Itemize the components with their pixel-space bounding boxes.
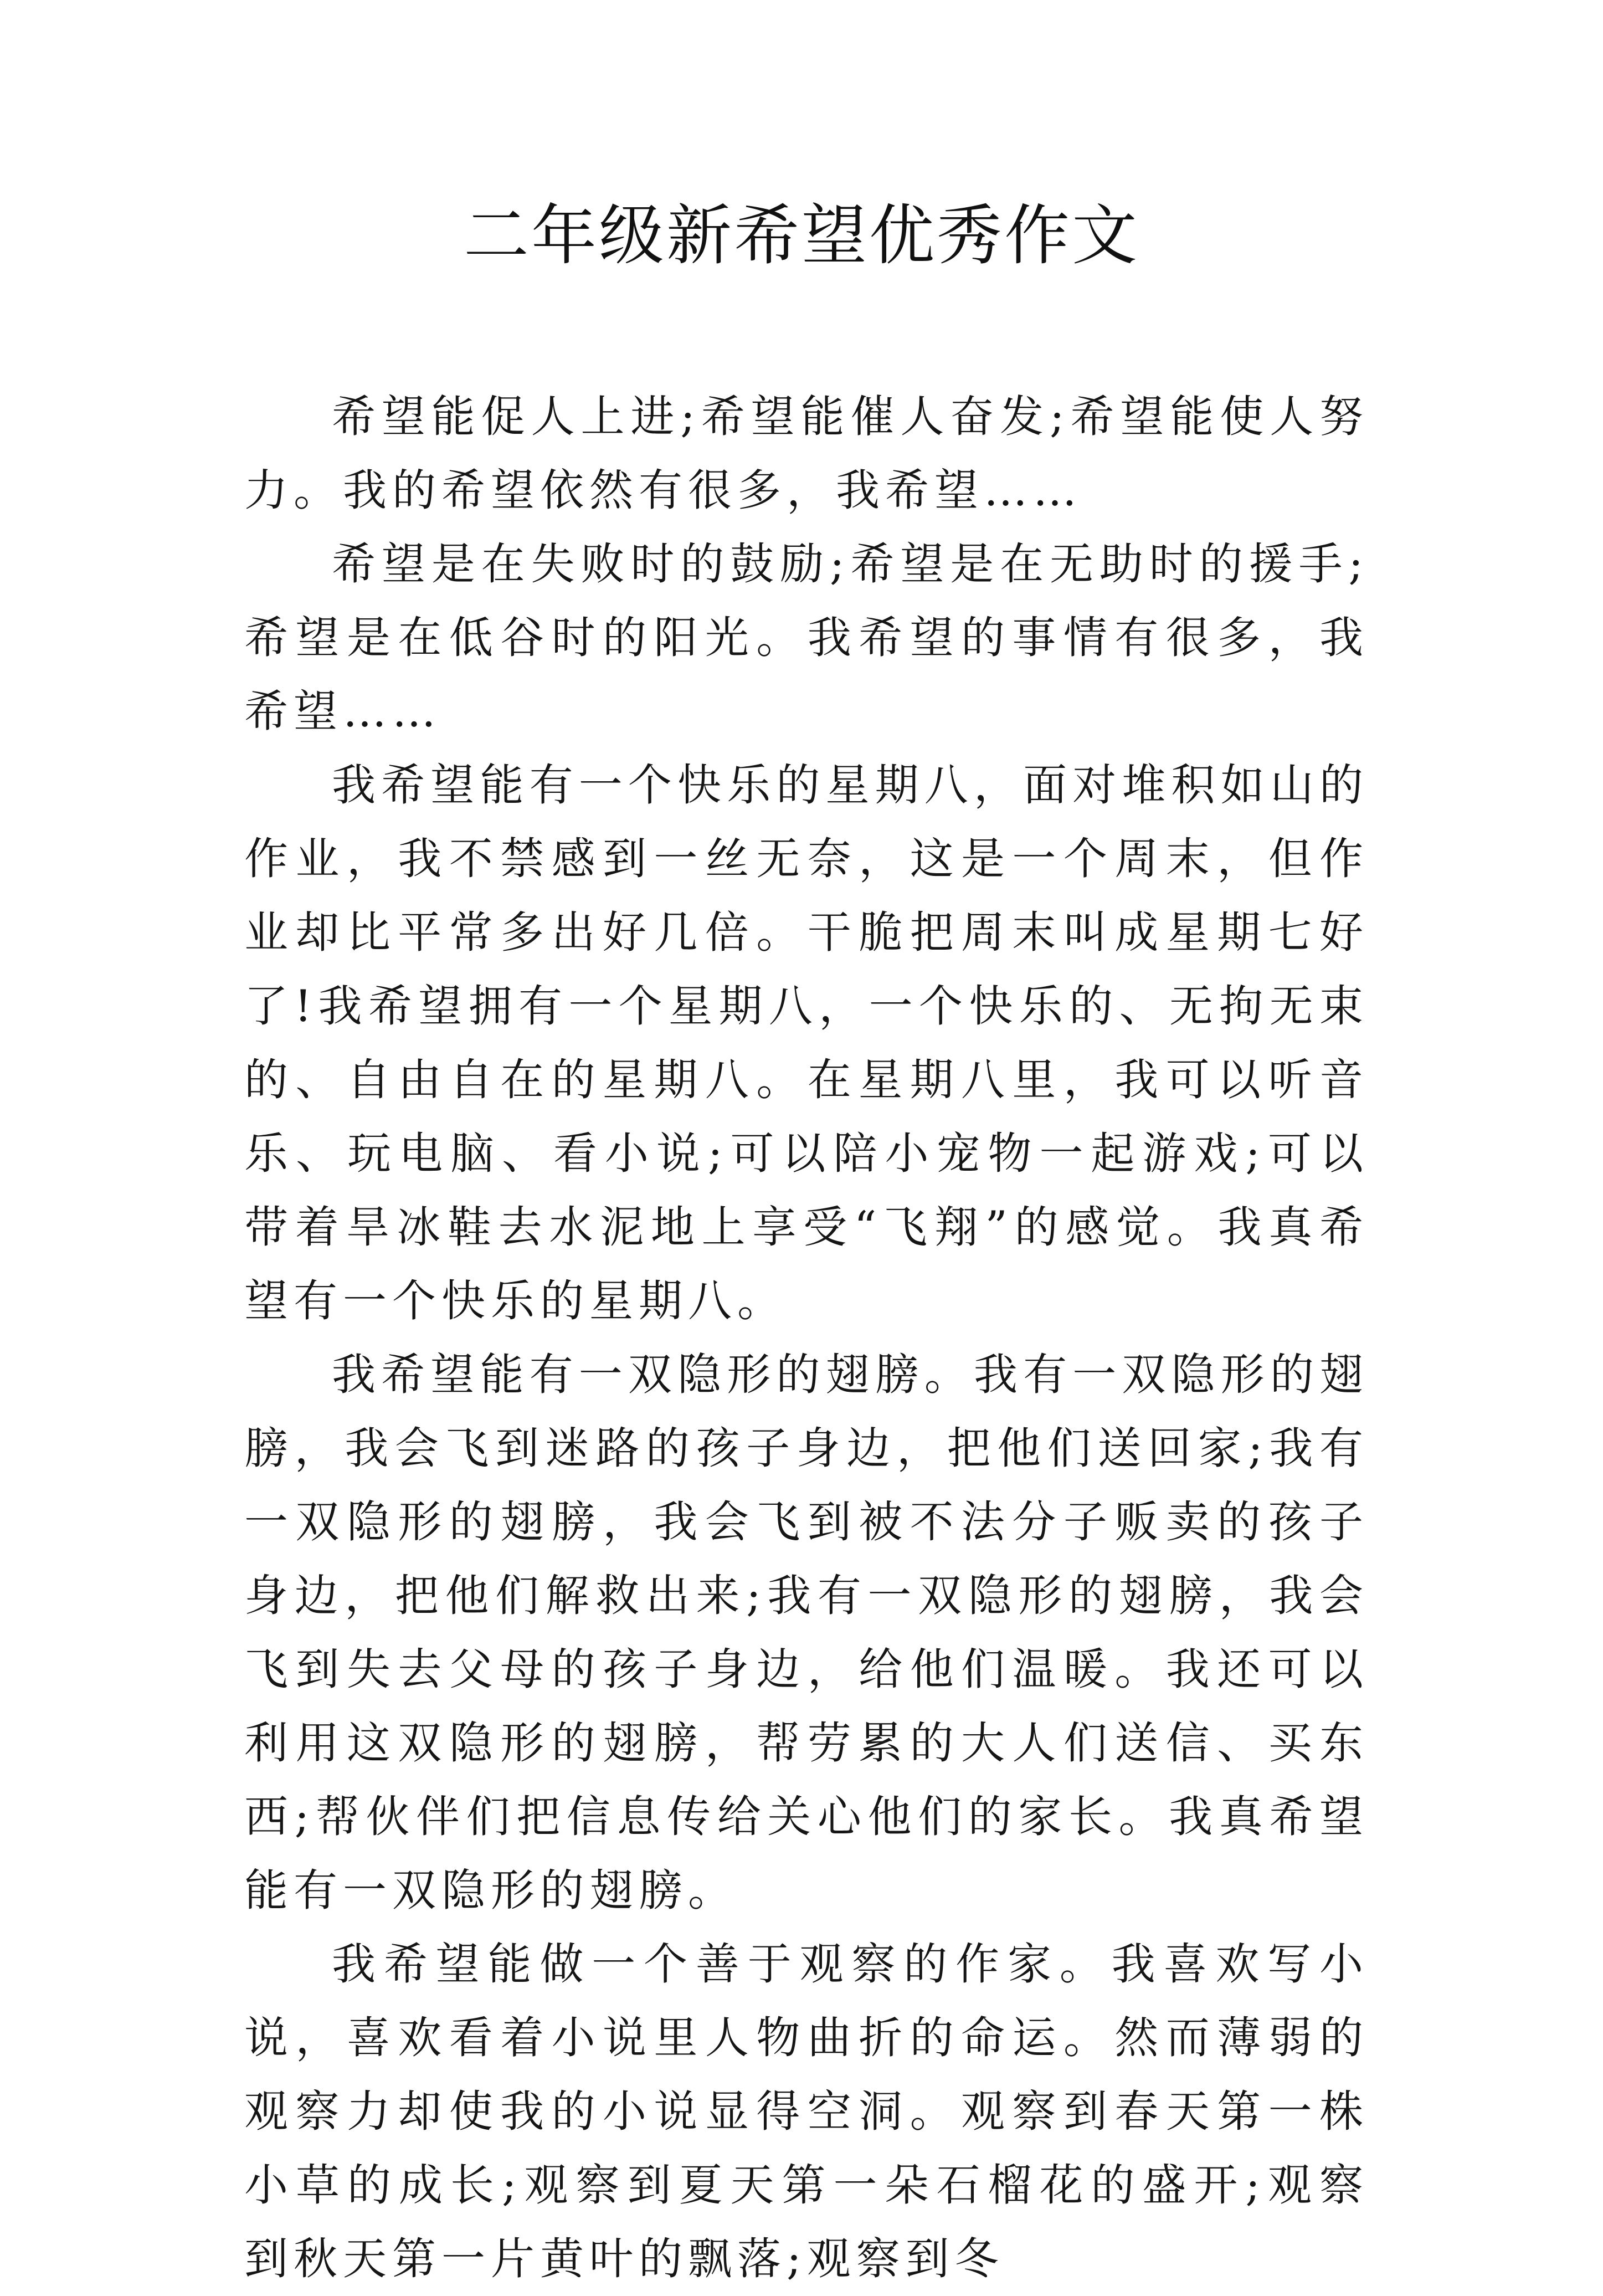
- paragraph-1: 希望能促人上进;希望能催人奋发;希望能使人努力。我的希望依然有很多，我希望……: [244, 391, 1369, 516]
- paragraph-3: 我希望能有一个快乐的星期八，面对堆积如山的作业，我不禁感到一丝无奈，这是一个周末，但作业却比平常多出好几倍。干脆把周末叫成星期七好了!我希望拥有一个星期八，一个快乐的、无拘无束的、自由自在的星期八。在星期八里，我可以听音乐、玩电脑、看小说;可以陪小宠物一起游戏;可以带着旱冰鞋去水泥地上享受“飞翔”的感觉。我真希望有一个快乐的星期八。: [244, 760, 1369, 1326]
- document-body: [244, 380, 1369, 2296]
- paragraph-2: 希望是在失败时的鼓励;希望是在无助时的援手;希望是在低谷时的阳光。我希望的事情有很多，我希望……: [244, 539, 1369, 737]
- document-title: 二年级新希望优秀作文: [463, 197, 1139, 274]
- paragraph-5: 我希望能做一个善于观察的作家。我喜欢写小说，喜欢看着小说里人物曲折的命运。然而薄弱的观察力却使我的小说显得空洞。观察到春天第一株小草的成长;观察到夏天第一朵石榴花的盛开;观察到秋天第一片黄叶的飘落;观察到冬: [244, 1939, 1369, 2284]
- paragraph-4: 我希望能有一双隐形的翅膀。我有一双隐形的翅膀，我会飞到迷路的孩子身边，把他们送回家;我有一双隐形的翅膀，我会飞到被不法分子贩卖的孩子身边，把他们解救出来;我有一双隐形的翅膀，我会飞到失去父母的孩子身边，给他们温暖。我还可以利用这双隐形的翅膀，帮劳累的大人们送信、买东西;帮伙伴们把信息传给关心他们的家长。我真希望能有一双隐形的翅膀。: [244, 1349, 1369, 1916]
